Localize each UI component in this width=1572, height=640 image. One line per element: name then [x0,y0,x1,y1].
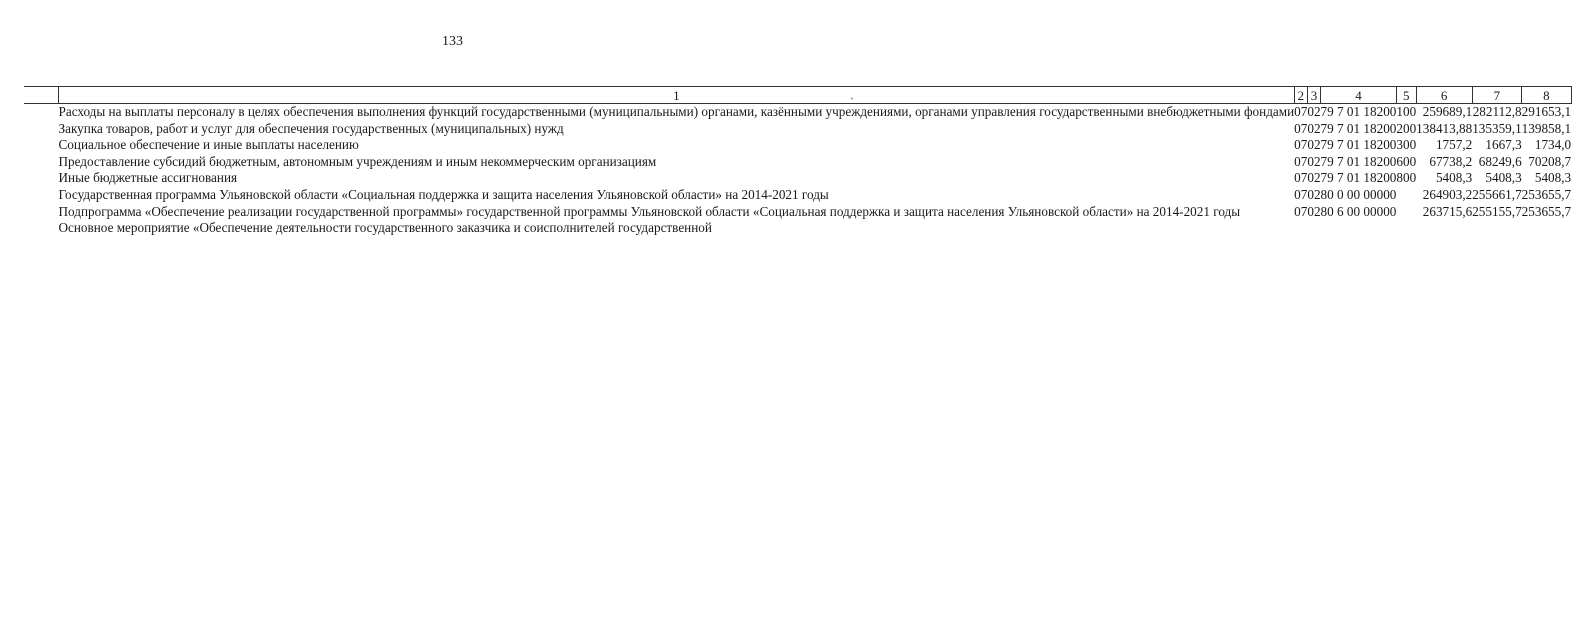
row-section: 07 [1294,104,1308,119]
row-expense-type: 200 [1396,120,1417,136]
row-subsection: 02 [1307,120,1321,136]
row-section: 07 [1294,170,1308,186]
row-section: 07 [1294,120,1308,136]
scan-mark: ˎ [850,86,854,100]
row-amount-year1: 5408,3 [1435,170,1473,186]
row-section: 07 [1294,186,1308,202]
row-amount-year2: 282112,8 [1472,104,1522,119]
row-description: Социальное обеспечение и иные выплаты населению [58,137,359,153]
row-target-code: 79 7 01 18200 [1320,137,1397,153]
row-amount-year2: 5408,3 [1485,170,1522,186]
row-amount-year2: 255661,7 [1472,186,1522,202]
row-subsection [1307,220,1320,237]
column-header: 3 [1307,87,1320,104]
table-row [59,104,1572,121]
table-row [59,204,1572,221]
row-amount-year2: 1667,3 [1485,137,1522,153]
table-row [59,154,1572,171]
column-header: 6 [1416,87,1472,104]
row-description: Иные бюджетные ассигнования [58,170,238,186]
row-description: Закупка товаров, работ и услуг для обеспечения государственных (муниципальных) нужд [58,120,564,136]
row-amount-year1: 138413,88 [1416,120,1473,136]
column-number-row [59,87,1572,104]
row-target-code: 79 7 01 18200 [1320,120,1397,136]
row-amount-year2 [1472,220,1521,237]
row-expense-type [1396,187,1416,204]
column-header: 1 [59,87,1295,104]
row-amount-year3: 70208,7 [1528,153,1572,169]
row-amount-year3: 139858,1 [1521,120,1572,136]
row-section: 07 [1294,203,1308,219]
row-subsection: 02 [1307,153,1321,169]
row-section [1294,220,1307,237]
row-subsection: 02 [1307,186,1321,202]
row-description: Государственная программа Ульяновской области «Социальная поддержка и защита населения Ульяновской области» на 2014-2021 годы [58,186,829,202]
row-amount-year3 [1522,220,1571,237]
row-section: 07 [1294,153,1308,169]
table-row [59,121,1572,138]
table-row [59,170,1572,187]
header-row-left-extension [24,86,58,104]
row-target-code: 79 7 01 18200 [1320,153,1397,169]
budget-table [58,86,1572,237]
row-target-code: 80 6 00 00000 [1320,203,1397,219]
row-amount-year3: 5408,3 [1534,170,1572,186]
row-expense-type [1396,220,1416,237]
row-amount-year1: 1757,2 [1435,137,1473,153]
row-amount-year1: 263715,6 [1422,203,1473,219]
row-expense-type [1396,204,1416,221]
row-amount-year1 [1416,220,1472,237]
row-target-code: 80 0 00 00000 [1320,186,1397,202]
row-amount-year3: 253655,7 [1521,203,1572,219]
row-target-code: 79 7 01 18200 [1320,104,1397,119]
row-expense-type: 100 [1396,104,1417,119]
row-description: Подпрограмма «Обеспечение реализации государственной программы» государственной программы Ульяновской области «Социальная поддержка и защита населения Ульяновской области» на 2014-2021 годы [58,203,1241,219]
row-amount-year3: 253655,7 [1521,186,1572,202]
row-amount-year2: 255155,7 [1472,203,1522,219]
row-description: Предоставление субсидий бюджетным, автономным учреждениям и иным некоммерческим организациям [58,153,657,169]
table-row [59,220,1572,237]
row-amount-year2: 135359,1 [1472,120,1522,136]
column-header: 5 [1396,87,1416,104]
row-description: Основное мероприятие «Обеспечение деятельности государственного заказчика и соисполнителей государственной [58,220,712,236]
row-target-code: 79 7 01 18200 [1320,170,1397,186]
row-amount-year1: 67738,2 [1429,153,1473,169]
row-subsection: 02 [1307,104,1321,119]
row-amount-year3: 1734,0 [1534,137,1572,153]
page-number: 133 [442,34,463,49]
row-subsection: 02 [1307,137,1321,153]
row-target-code [1321,220,1397,237]
row-amount-year3: 291653,1 [1521,104,1572,119]
row-description: Расходы на выплаты персоналу в целях обеспечения выполнения функций государственными (муниципальными) органами, казёнными учреждениями, органами управления государственными внебюджетными фондами [58,104,1295,119]
column-header: 7 [1472,87,1521,104]
table-row [59,137,1572,154]
column-header: 2 [1294,87,1307,104]
row-subsection: 02 [1307,203,1321,219]
row-amount-year2: 68249,6 [1478,153,1522,169]
column-header: 8 [1522,87,1571,104]
column-header: 4 [1321,87,1397,104]
row-amount-year1: 264903,2 [1422,186,1473,202]
row-expense-type: 600 [1396,153,1417,169]
row-subsection: 02 [1307,170,1321,186]
row-expense-type: 300 [1396,137,1417,153]
row-section: 07 [1294,137,1308,153]
row-amount-year1: 259689,1 [1422,104,1473,119]
table-row [59,187,1572,204]
row-expense-type: 800 [1396,170,1417,186]
